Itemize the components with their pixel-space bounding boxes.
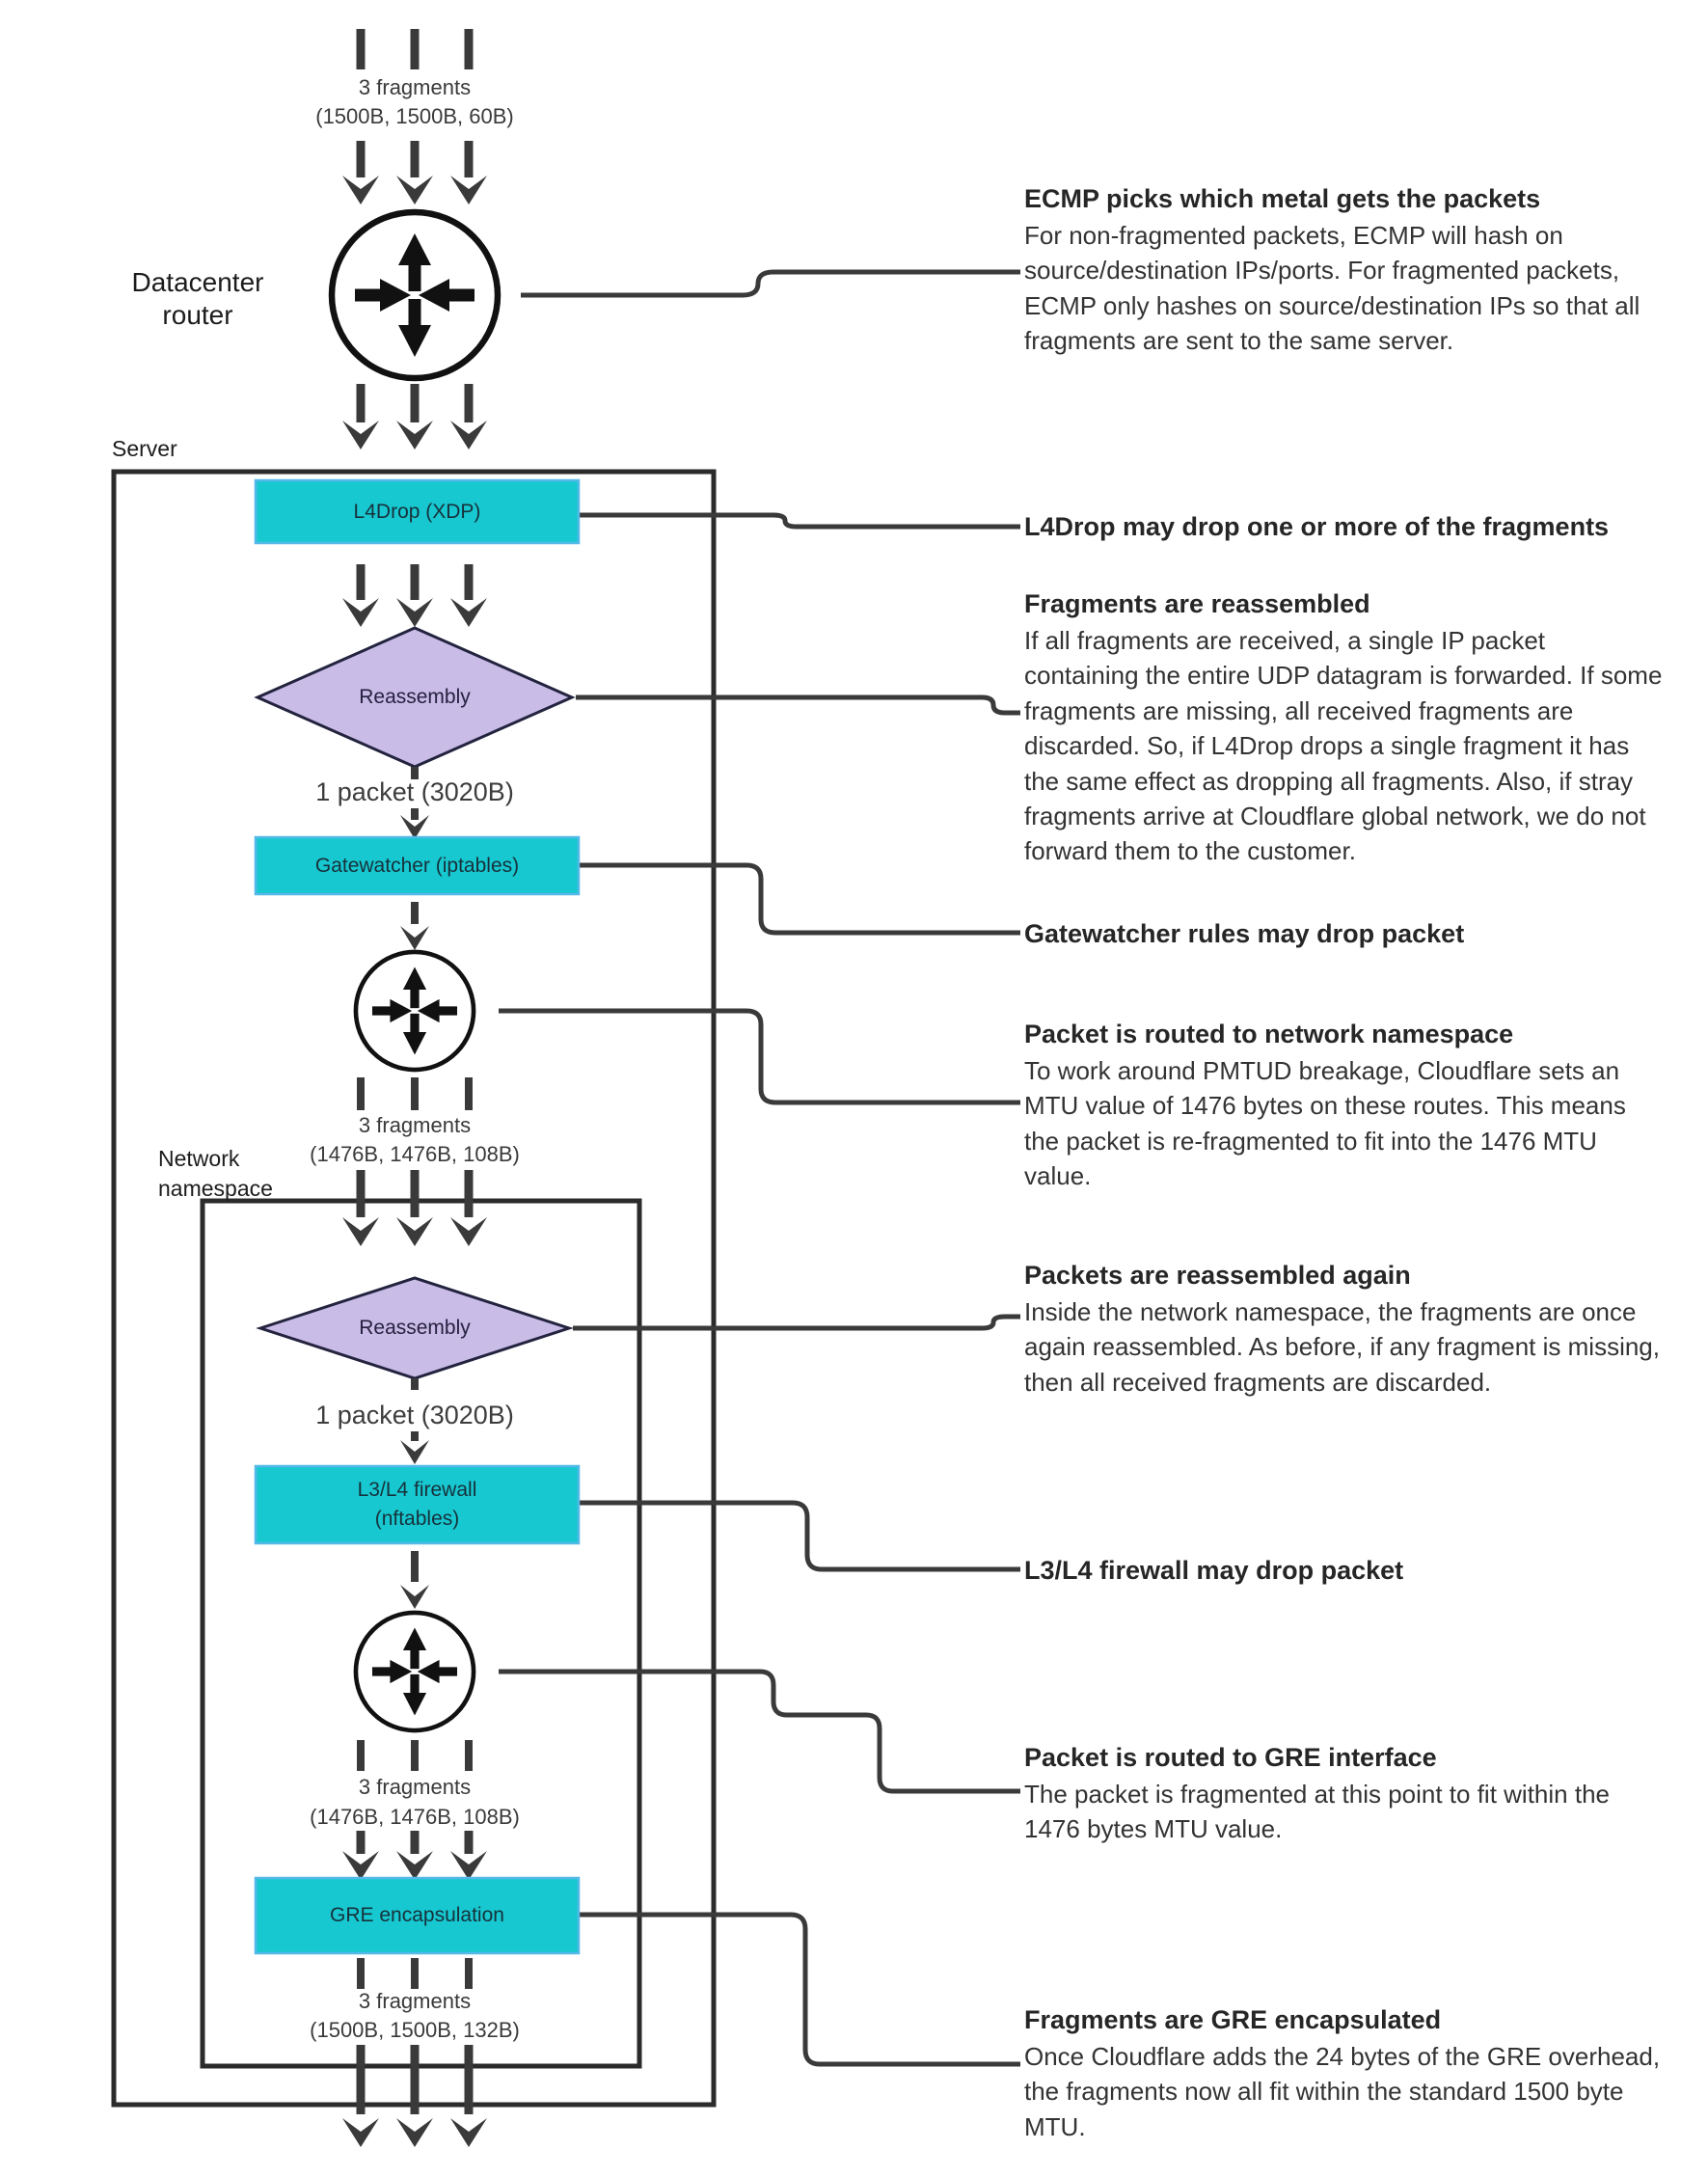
note-gre-route-body: The packet is fragmented at this point to fit within the 1476 bytes MTU value. — [1024, 1780, 1610, 1844]
encapsulated-count: 3 fragments — [358, 1989, 472, 2013]
connector-gre-encap — [579, 1915, 1020, 2064]
note-netns — [1024, 1017, 1666, 1194]
note-l4drop — [1024, 509, 1666, 546]
note-ecmp-body: For non-fragmented packets, ECMP will hash on source/destination IPs/ports. For fragmented packets, ECMP only hashes on source/destination IPs so that all fragments are sent to the same server. — [1024, 221, 1640, 356]
note-firewall-heading: L3/L4 firewall may drop packet — [1024, 1556, 1404, 1585]
incoming-fragments-sizes: (1500B, 1500B, 60B) — [315, 104, 514, 128]
incoming-fragments-count: 3 fragments — [358, 75, 472, 99]
note-gre-encap — [1024, 2002, 1666, 2144]
encapsulated-dashes — [361, 1958, 469, 1989]
incoming-fragment-dashes — [361, 29, 469, 69]
datacenter-router-label: Datacenter router — [131, 267, 264, 330]
note-reassembled-again — [1024, 1258, 1666, 1400]
encapsulated-sizes: (1500B, 1500B, 132B) — [310, 2018, 520, 2042]
router-icon — [356, 1613, 474, 1730]
packet1-label: 1 packet (3020B) — [315, 777, 514, 806]
refragmented-dashes — [361, 1077, 469, 1110]
note-gre-encap-body: Once Cloudflare adds the 24 bytes of the GRE overhead, the fragments now all fit within the standard 1500 byte MTU. — [1024, 2042, 1661, 2141]
connector-ecmp — [521, 272, 1020, 295]
arrows-to-reassembly1 — [342, 564, 487, 627]
l4drop-label: L4Drop (XDP) — [353, 500, 481, 523]
note-gatewatcher — [1024, 916, 1666, 953]
network-namespace-label: Network namespace — [158, 1146, 273, 1201]
note-gre-route-heading: Packet is routed to GRE interface — [1024, 1743, 1437, 1772]
pre-gre-fragments-sizes: (1476B, 1476B, 108B) — [310, 1805, 520, 1829]
server-label: Server — [112, 436, 177, 461]
connector-gatewatcher — [579, 865, 1020, 933]
gatewatcher-label: Gatewatcher (iptables) — [314, 854, 520, 877]
note-gre-encap-heading: Fragments are GRE encapsulated — [1024, 2005, 1442, 2034]
firewall-label-text: L3/L4 firewall (nftables) — [357, 1479, 477, 1530]
arrows-into-gre — [342, 1831, 487, 1880]
note-reassembled — [1024, 586, 1666, 869]
arrow-to-router2 — [400, 902, 429, 950]
note-reassembled-again-body: Inside the network namespace, the fragments are once again reassembled. As before, if any fragment is missing, then all received fragments are discarded. — [1024, 1297, 1660, 1397]
pre-gre-fragments-count: 3 fragments — [358, 1775, 472, 1799]
firewall-label — [256, 1466, 579, 1543]
note-ecmp — [1024, 181, 1666, 359]
note-ecmp-heading: ECMP picks which metal gets the packets — [1024, 184, 1541, 213]
arrows-into-namespace — [342, 1170, 487, 1246]
note-reassembled-body: If all fragments are received, a single IP packet containing the entire UDP datagram is forwarded. If some fragments are missing, all received fragments are discarded. So, if L4Drop drops a single fragment it has the same effect as dropping all fragments. Also, if stray fragments arrive at Cloudflare global network, we do not forward them to the customer. — [1024, 626, 1663, 866]
connector-gre-route — [499, 1672, 1020, 1791]
note-reassembled-heading: Fragments are reassembled — [1024, 589, 1370, 618]
refragmented-count: 3 fragments — [358, 1113, 472, 1137]
outgoing-arrows — [342, 2045, 487, 2147]
note-reassembled-again-heading: Packets are reassembled again — [1024, 1261, 1411, 1290]
arrows-into-server — [342, 384, 487, 449]
packet2-label: 1 packet (3020B) — [315, 1401, 514, 1429]
note-gre-route — [1024, 1740, 1666, 1847]
note-gatewatcher-heading: Gatewatcher rules may drop packet — [1024, 919, 1465, 948]
router-icon — [332, 212, 498, 378]
gre-label: GRE encapsulation — [330, 1904, 504, 1926]
connector-reassembly1 — [576, 697, 1020, 713]
note-firewall — [1024, 1553, 1666, 1590]
connector-firewall — [579, 1503, 1020, 1569]
note-netns-body: To work around PMTUD breakage, Cloudflare sets an MTU value of 1476 bytes on these routes. This means the packet is re-fragmented to fit into the 1476 MTU value. — [1024, 1056, 1626, 1191]
reassembly1-label: Reassembly — [359, 686, 471, 708]
refragmented-sizes: (1476B, 1476B, 108B) — [310, 1142, 520, 1166]
reassembly2-label: Reassembly — [359, 1317, 471, 1339]
note-l4drop-heading: L4Drop may drop one or more of the fragments — [1024, 512, 1610, 541]
connector-l4drop — [579, 515, 1020, 527]
connector-netns-route — [499, 1011, 1020, 1102]
pre-gre-dashes — [361, 1740, 469, 1771]
arrow-to-router3 — [400, 1551, 429, 1609]
note-netns-heading: Packet is routed to network namespace — [1024, 1020, 1514, 1048]
arrows-into-router — [342, 141, 487, 204]
router-icon — [356, 952, 474, 1070]
